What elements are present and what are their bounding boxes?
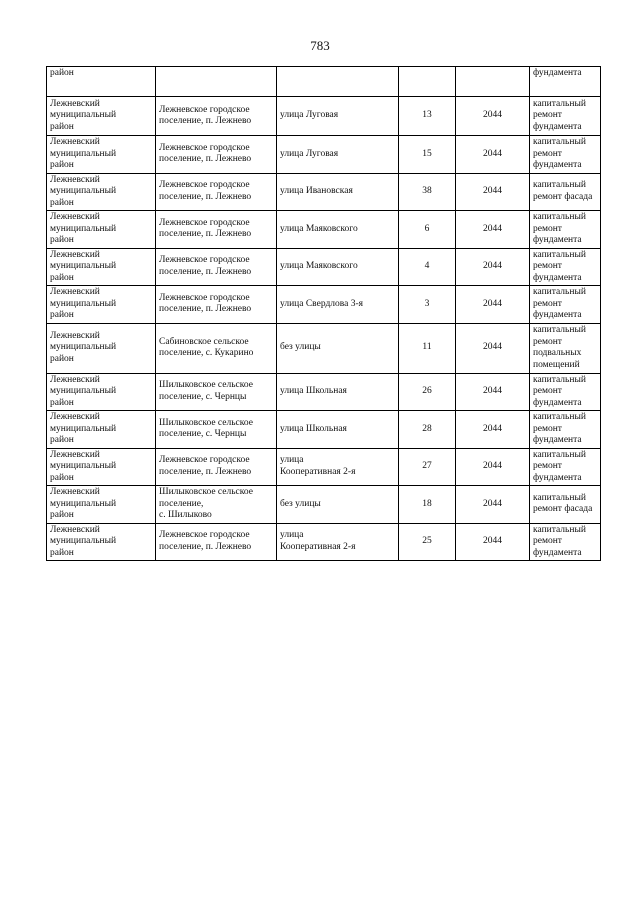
cell-district: Лежневский муниципальный район bbox=[47, 211, 156, 249]
cell-district: Лежневский муниципальный район bbox=[47, 136, 156, 174]
cell-year: 2044 bbox=[456, 323, 530, 373]
table-row bbox=[47, 523, 601, 561]
cell-street: улица Луговая bbox=[277, 136, 399, 174]
table-row bbox=[47, 248, 601, 286]
cell-district: Лежневский муниципальный район bbox=[47, 97, 156, 136]
cell-settlement: Лежневское городское поселение, п. Лежнево bbox=[156, 173, 277, 211]
cell-year: 2044 bbox=[456, 486, 530, 524]
cell-street: улица Луговая bbox=[277, 97, 399, 136]
cell-street bbox=[277, 67, 399, 97]
cell-street: улица Школьная bbox=[277, 373, 399, 411]
cell-year: 2044 bbox=[456, 411, 530, 449]
cell-work: капитальный ремонт фундамента bbox=[530, 411, 601, 449]
table-row bbox=[47, 323, 601, 373]
cell-year: 2044 bbox=[456, 136, 530, 174]
cell-work: капитальный ремонт фасада bbox=[530, 486, 601, 524]
cell-work: капитальный ремонт фундамента bbox=[530, 523, 601, 561]
cell-street: улица Кооперативная 2-я bbox=[277, 523, 399, 561]
cell-district: Лежневский муниципальный район bbox=[47, 248, 156, 286]
cell-house: 3 bbox=[399, 286, 456, 324]
cell-house: 18 bbox=[399, 486, 456, 524]
cell-district: Лежневский муниципальный район bbox=[47, 323, 156, 373]
table-row bbox=[47, 486, 601, 524]
cell-settlement: Шилыковское сельское поселение, с. Шилыково bbox=[156, 486, 277, 524]
cell-year: 2044 bbox=[456, 211, 530, 249]
cell-year: 2044 bbox=[456, 248, 530, 286]
cell-street: улица Свердлова 3-я bbox=[277, 286, 399, 324]
cell-settlement: Лежневское городское поселение, п. Лежнево bbox=[156, 523, 277, 561]
cell-house: 38 bbox=[399, 173, 456, 211]
cell-year: 2044 bbox=[456, 373, 530, 411]
cell-district: Лежневский муниципальный район bbox=[47, 523, 156, 561]
cell-district: район bbox=[47, 67, 156, 97]
cell-district: Лежневский муниципальный район bbox=[47, 286, 156, 324]
table-row bbox=[47, 173, 601, 211]
cell-street: улица Ивановская bbox=[277, 173, 399, 211]
cell-district: Лежневский муниципальный район bbox=[47, 411, 156, 449]
cell-year: 2044 bbox=[456, 523, 530, 561]
cell-district: Лежневский муниципальный район bbox=[47, 373, 156, 411]
cell-year: 2044 bbox=[456, 448, 530, 486]
buildings-table bbox=[46, 66, 601, 561]
table-body bbox=[47, 67, 601, 561]
cell-street: улица Маяковского bbox=[277, 211, 399, 249]
cell-work: капитальный ремонт фундамента bbox=[530, 448, 601, 486]
cell-street: улица Маяковского bbox=[277, 248, 399, 286]
cell-settlement: Лежневское городское поселение, п. Лежнево bbox=[156, 286, 277, 324]
cell-year: 2044 bbox=[456, 286, 530, 324]
cell-year: 2044 bbox=[456, 97, 530, 136]
cell-work: капитальный ремонт фундамента bbox=[530, 97, 601, 136]
cell-settlement bbox=[156, 67, 277, 97]
cell-settlement: Лежневское городское поселение, п. Лежнево bbox=[156, 248, 277, 286]
table-row bbox=[47, 411, 601, 449]
cell-district: Лежневский муниципальный район bbox=[47, 448, 156, 486]
table-row bbox=[47, 286, 601, 324]
cell-work: капитальный ремонт фундамента bbox=[530, 211, 601, 249]
cell-district: Лежневский муниципальный район bbox=[47, 173, 156, 211]
cell-street: улица Школьная bbox=[277, 411, 399, 449]
cell-settlement: Лежневское городское поселение, п. Лежнево bbox=[156, 211, 277, 249]
cell-house: 13 bbox=[399, 97, 456, 136]
cell-district: Лежневский муниципальный район bbox=[47, 486, 156, 524]
cell-house: 6 bbox=[399, 211, 456, 249]
cell-work: фундамента bbox=[530, 67, 601, 97]
cell-house: 27 bbox=[399, 448, 456, 486]
cell-work: капитальный ремонт фундамента bbox=[530, 136, 601, 174]
cell-settlement: Шилыковское сельское поселение, с. Чернцы bbox=[156, 411, 277, 449]
cell-house: 26 bbox=[399, 373, 456, 411]
cell-house: 15 bbox=[399, 136, 456, 174]
cell-street: без улицы bbox=[277, 323, 399, 373]
cell-settlement: Лежневское городское поселение, п. Лежнево bbox=[156, 136, 277, 174]
cell-work: капитальный ремонт подвальных помещений bbox=[530, 323, 601, 373]
cell-house: 11 bbox=[399, 323, 456, 373]
cell-house: 25 bbox=[399, 523, 456, 561]
table-row bbox=[47, 136, 601, 174]
cell-house: 4 bbox=[399, 248, 456, 286]
cell-settlement: Лежневское городское поселение, п. Лежнево bbox=[156, 97, 277, 136]
cell-settlement: Сабиновское сельское поселение, с. Кукарино bbox=[156, 323, 277, 373]
table-row bbox=[47, 373, 601, 411]
cell-work: капитальный ремонт фасада bbox=[530, 173, 601, 211]
cell-work: капитальный ремонт фундамента bbox=[530, 373, 601, 411]
table-row-continuation bbox=[47, 67, 601, 97]
cell-work: капитальный ремонт фундамента bbox=[530, 286, 601, 324]
cell-street: без улицы bbox=[277, 486, 399, 524]
table-row bbox=[47, 448, 601, 486]
cell-year bbox=[456, 67, 530, 97]
cell-street: улица Кооперативная 2-я bbox=[277, 448, 399, 486]
cell-work: капитальный ремонт фундамента bbox=[530, 248, 601, 286]
cell-house: 28 bbox=[399, 411, 456, 449]
cell-house bbox=[399, 67, 456, 97]
cell-settlement: Шилыковское сельское поселение, с. Чернцы bbox=[156, 373, 277, 411]
table-row bbox=[47, 97, 601, 136]
page-number: 783 bbox=[310, 38, 330, 53]
table-row bbox=[47, 211, 601, 249]
cell-settlement: Лежневское городское поселение, п. Лежнево bbox=[156, 448, 277, 486]
cell-year: 2044 bbox=[456, 173, 530, 211]
